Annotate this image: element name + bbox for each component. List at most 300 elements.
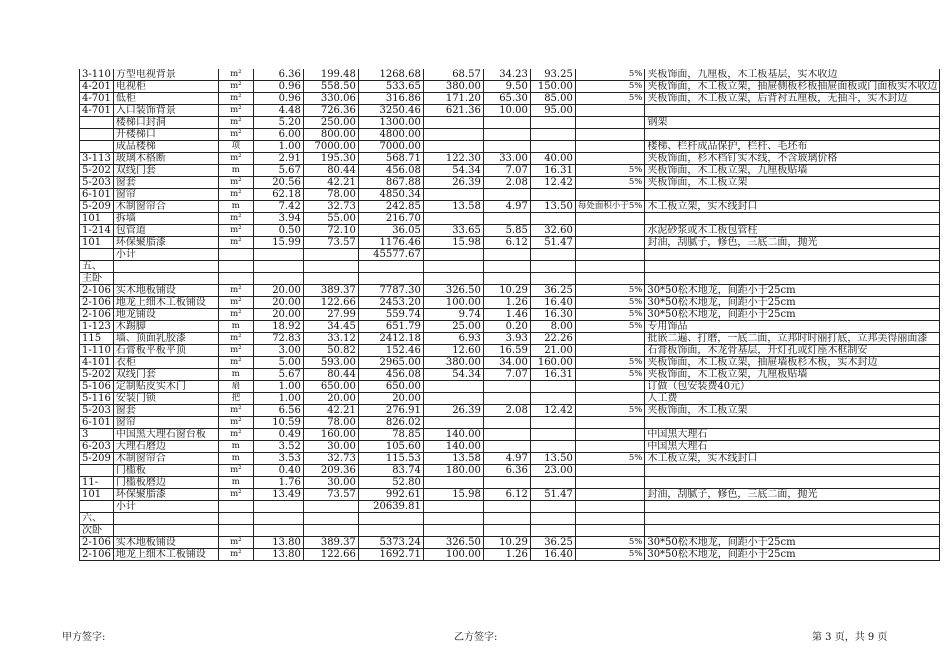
- cell-item: 入口装饰背景: [113, 105, 218, 117]
- cell-item: 玻璃木格断: [113, 153, 218, 165]
- cell-amount: 651.79: [358, 321, 423, 333]
- cell-material: [423, 501, 483, 513]
- cell-labor: [530, 429, 575, 441]
- cell-amount: 242.85: [358, 201, 423, 213]
- cell-machine: 10.00: [483, 105, 530, 117]
- table-row: [80, 297, 940, 309]
- cell-machine: [483, 501, 530, 513]
- cell-code: 6-101: [80, 417, 114, 429]
- cell-remark: [645, 261, 940, 273]
- table-row: [80, 93, 940, 105]
- quote-table: [79, 69, 940, 561]
- cell-code: [80, 501, 114, 513]
- cell-material: 380.00: [423, 357, 483, 369]
- cell-loss: [575, 381, 645, 393]
- cell-remark: 夹板饰面，杉木档钉实木线，不含玻璃价格: [645, 153, 940, 165]
- cell-loss: 5%: [575, 453, 645, 465]
- cell-code: [80, 465, 114, 477]
- cell-code: 次卧: [80, 525, 114, 537]
- cell-material: [423, 117, 483, 129]
- cell-machine: 4.97: [483, 453, 530, 465]
- cell-labor: 13.50: [530, 201, 575, 213]
- cell-machine: 0.20: [483, 321, 530, 333]
- cell-code: 5-203: [80, 177, 114, 189]
- cell-code: 1-110: [80, 345, 114, 357]
- table-row: [80, 405, 940, 417]
- cell-amount: 316.86: [358, 93, 423, 105]
- cell-labor: [530, 525, 575, 537]
- cell-remark: 夹板饰面，木工板立架: [645, 405, 940, 417]
- cell-amount: [358, 513, 423, 525]
- cell-quantity: 1.00: [253, 141, 303, 153]
- cell-unit: 项: [218, 141, 253, 153]
- cell-unit-price: [303, 261, 358, 273]
- cell-quantity: 3.00: [253, 345, 303, 357]
- cell-quantity: 6.36: [253, 69, 303, 81]
- cell-item: 门槛板磨边: [113, 477, 218, 489]
- cell-code: 六、: [80, 513, 114, 525]
- cell-material: 326.50: [423, 537, 483, 549]
- cell-loss: [575, 261, 645, 273]
- cell-remark: 订做（包安装费40元）: [645, 381, 940, 393]
- table-row: [80, 429, 940, 441]
- cell-code: 5-202: [80, 165, 114, 177]
- cell-labor: 95.00: [530, 105, 575, 117]
- cell-unit: m²: [218, 417, 253, 429]
- cell-amount: 83.74: [358, 465, 423, 477]
- cell-quantity: [253, 249, 303, 261]
- cell-unit: m: [218, 453, 253, 465]
- cell-machine: 1.26: [483, 297, 530, 309]
- cell-unit-price: [303, 273, 358, 285]
- cell-machine: 2.08: [483, 177, 530, 189]
- cell-unit: 把: [218, 393, 253, 405]
- cell-code: 五、: [80, 261, 114, 273]
- cell-unit-price: 72.10: [303, 225, 358, 237]
- cell-amount: [358, 261, 423, 273]
- cell-unit-price: 78.00: [303, 189, 358, 201]
- cell-item: 包管道: [113, 225, 218, 237]
- cell-remark: [645, 513, 940, 525]
- cell-item: 地龙上细木工板铺设: [113, 549, 218, 561]
- cell-labor: [530, 417, 575, 429]
- cell-remark: [645, 213, 940, 225]
- cell-unit-price: 50.82: [303, 345, 358, 357]
- cell-labor: 12.42: [530, 405, 575, 417]
- cell-code: [80, 129, 114, 141]
- cell-quantity: 13.80: [253, 549, 303, 561]
- cell-quantity: 5.20: [253, 117, 303, 129]
- cell-loss: [575, 237, 645, 249]
- cell-loss: 5%: [575, 405, 645, 417]
- cell-code: 5-209: [80, 201, 114, 213]
- cell-material: 100.00: [423, 549, 483, 561]
- cell-unit: m²: [218, 69, 253, 81]
- cell-amount: 1692.71: [358, 549, 423, 561]
- cell-material: 26.39: [423, 405, 483, 417]
- cell-code: 11-: [80, 477, 114, 489]
- cell-unit-price: 42.21: [303, 405, 358, 417]
- cell-item: 窗套: [113, 177, 218, 189]
- cell-item: 拆墙: [113, 213, 218, 225]
- cell-machine: 1.26: [483, 549, 530, 561]
- cell-labor: 85.00: [530, 93, 575, 105]
- cell-labor: [530, 381, 575, 393]
- cell-remark: [645, 417, 940, 429]
- cell-item: 双线门套: [113, 165, 218, 177]
- cell-item: 安装门锁: [113, 393, 218, 405]
- cell-quantity: 5.00: [253, 357, 303, 369]
- cell-material: 26.39: [423, 177, 483, 189]
- cell-item: 木制窗帘合: [113, 201, 218, 213]
- table-row: [80, 513, 940, 525]
- cell-remark: 石膏板饰面，木龙骨基层，开灯孔或灯座木框制安: [645, 345, 940, 357]
- cell-machine: 6.12: [483, 237, 530, 249]
- cell-amount: 7787.30: [358, 285, 423, 297]
- cell-unit: 扇: [218, 381, 253, 393]
- cell-quantity: 10.59: [253, 417, 303, 429]
- cell-remark: 封油，刮腻子，修色，三底二面，抛光: [645, 489, 940, 501]
- cell-remark: 封油，刮腻子，修色，三底二面，抛光: [645, 237, 940, 249]
- cell-unit: m²: [218, 129, 253, 141]
- cell-item: 墙、顶面乳胶漆: [113, 333, 218, 345]
- cell-unit-price: 32.73: [303, 453, 358, 465]
- cell-labor: [530, 249, 575, 261]
- table-row: [80, 201, 940, 213]
- cell-material: 171.20: [423, 93, 483, 105]
- cell-item: 石膏板平板平顶: [113, 345, 218, 357]
- cell-item: 环保聚脂漆: [113, 237, 218, 249]
- cell-unit-price: 7000.00: [303, 141, 358, 153]
- cell-machine: 1.46: [483, 309, 530, 321]
- cell-quantity: 6.00: [253, 129, 303, 141]
- cell-material: 326.50: [423, 285, 483, 297]
- cell-amount: 36.05: [358, 225, 423, 237]
- cell-code: 1-123: [80, 321, 114, 333]
- table-row: [80, 225, 940, 237]
- cell-machine: [483, 189, 530, 201]
- cell-quantity: 1.00: [253, 381, 303, 393]
- cell-labor: 16.40: [530, 297, 575, 309]
- cell-loss: [575, 501, 645, 513]
- cell-machine: 6.36: [483, 465, 530, 477]
- table-row: [80, 189, 940, 201]
- cell-unit: m²: [218, 549, 253, 561]
- cell-machine: 34.23: [483, 69, 530, 81]
- table-row: [80, 249, 940, 261]
- table-row: [80, 261, 940, 273]
- cell-unit: m²: [218, 537, 253, 549]
- cell-machine: 10.29: [483, 285, 530, 297]
- cell-loss: [575, 153, 645, 165]
- cell-machine: 34.00: [483, 357, 530, 369]
- cell-unit: m²: [218, 117, 253, 129]
- cell-unit: m: [218, 201, 253, 213]
- cell-loss: 5%: [575, 177, 645, 189]
- cell-labor: [530, 117, 575, 129]
- cell-remark: 人工费: [645, 393, 940, 405]
- cell-quantity: 2.91: [253, 153, 303, 165]
- cell-code: 3-110: [80, 69, 114, 81]
- cell-quantity: [253, 273, 303, 285]
- table-row: [80, 273, 940, 285]
- cell-remark: [645, 105, 940, 117]
- cell-item: 衣柜: [113, 357, 218, 369]
- cell-labor: 36.25: [530, 537, 575, 549]
- cell-unit-price: 209.36: [303, 465, 358, 477]
- cell-unit-price: [303, 501, 358, 513]
- cell-machine: [483, 273, 530, 285]
- cell-material: [423, 129, 483, 141]
- cell-loss: 5%: [575, 549, 645, 561]
- cell-unit: m: [218, 441, 253, 453]
- cell-labor: 12.42: [530, 177, 575, 189]
- cell-amount: 533.65: [358, 81, 423, 93]
- cell-item: 木制窗帘合: [113, 453, 218, 465]
- cell-remark: [645, 129, 940, 141]
- cell-loss: [575, 225, 645, 237]
- cell-item: 门槛板: [113, 465, 218, 477]
- table-row: [80, 525, 940, 537]
- cell-quantity: 13.80: [253, 537, 303, 549]
- cell-loss: [575, 333, 645, 345]
- cell-remark: [645, 465, 940, 477]
- cell-item: 小计: [113, 249, 218, 261]
- cell-code: 4-101: [80, 357, 114, 369]
- cell-machine: [483, 417, 530, 429]
- cell-machine: [483, 213, 530, 225]
- cell-labor: 23.00: [530, 465, 575, 477]
- table-row: [80, 69, 940, 81]
- table-row: [80, 453, 940, 465]
- cell-remark: [645, 477, 940, 489]
- cell-unit-price: 389.37: [303, 285, 358, 297]
- page-indicator: 第 3 页，共 9 页: [812, 632, 888, 643]
- cell-loss: [575, 477, 645, 489]
- cell-quantity: 20.56: [253, 177, 303, 189]
- cell-remark: 中国黑大理石: [645, 441, 940, 453]
- cell-remark: 钢架: [645, 117, 940, 129]
- cell-code: 3-113: [80, 153, 114, 165]
- cell-labor: [530, 213, 575, 225]
- cell-unit: m: [218, 321, 253, 333]
- table-row: [80, 213, 940, 225]
- cell-material: 100.00: [423, 297, 483, 309]
- cell-labor: [530, 141, 575, 153]
- cell-labor: 40.00: [530, 153, 575, 165]
- cell-item: [113, 525, 218, 537]
- table-row: [80, 537, 940, 549]
- cell-unit-price: 78.00: [303, 417, 358, 429]
- cell-amount: 20.00: [358, 393, 423, 405]
- cell-quantity: 0.49: [253, 429, 303, 441]
- cell-unit-price: [303, 513, 358, 525]
- table-row: [80, 417, 940, 429]
- cell-quantity: [253, 261, 303, 273]
- cell-loss: [575, 189, 645, 201]
- cell-loss: [575, 513, 645, 525]
- table-row: [80, 465, 940, 477]
- cell-remark: 30*50松木地龙，间距小于25cm: [645, 309, 940, 321]
- party-b-signature: 乙方签字:: [454, 632, 498, 643]
- cell-remark: [645, 249, 940, 261]
- cell-machine: [483, 261, 530, 273]
- cell-material: [423, 381, 483, 393]
- cell-material: [423, 477, 483, 489]
- cell-loss: 5%: [575, 285, 645, 297]
- cell-material: [423, 525, 483, 537]
- table-row: [80, 153, 940, 165]
- cell-material: 13.58: [423, 453, 483, 465]
- cell-item: 方型电视背景: [113, 69, 218, 81]
- cell-remark: 批嵌二遍、打磨，一底二面，立邦时时丽打底，立邦美得丽面漆: [645, 333, 940, 345]
- cell-item: 实木地板铺设: [113, 537, 218, 549]
- cell-quantity: 3.53: [253, 453, 303, 465]
- table-row: [80, 441, 940, 453]
- table-row: [80, 333, 940, 345]
- cell-loss: 5%: [575, 93, 645, 105]
- cell-labor: 16.40: [530, 549, 575, 561]
- cell-labor: [530, 129, 575, 141]
- cell-quantity: 20.00: [253, 309, 303, 321]
- cell-machine: [483, 381, 530, 393]
- cell-unit: [218, 525, 253, 537]
- cell-remark: 夹板饰面，九厘板，木工板基层，实木收边: [645, 69, 940, 81]
- table-row: [80, 345, 940, 357]
- cell-unit: [218, 249, 253, 261]
- cell-machine: 2.08: [483, 405, 530, 417]
- cell-labor: 13.50: [530, 453, 575, 465]
- cell-labor: 16.31: [530, 369, 575, 381]
- cell-amount: 276.91: [358, 405, 423, 417]
- cell-code: 101: [80, 237, 114, 249]
- cell-labor: [530, 477, 575, 489]
- cell-code: 2-106: [80, 549, 114, 561]
- cell-quantity: 20.00: [253, 285, 303, 297]
- cell-labor: [530, 501, 575, 513]
- cell-unit-price: 650.00: [303, 381, 358, 393]
- cell-amount: 1268.68: [358, 69, 423, 81]
- cell-amount: 4850.34: [358, 189, 423, 201]
- cell-machine: [483, 129, 530, 141]
- cell-amount: 20639.81: [358, 501, 423, 513]
- cell-unit-price: 160.00: [303, 429, 358, 441]
- cell-machine: [483, 393, 530, 405]
- cell-unit-price: 593.00: [303, 357, 358, 369]
- cell-item: 成品楼梯: [113, 141, 218, 153]
- cell-unit: m²: [218, 465, 253, 477]
- cell-amount: 5373.24: [358, 537, 423, 549]
- cell-material: [423, 393, 483, 405]
- cell-machine: 5.85: [483, 225, 530, 237]
- cell-amount: 650.00: [358, 381, 423, 393]
- cell-item: 开楼梯口: [113, 129, 218, 141]
- cell-quantity: 5.67: [253, 165, 303, 177]
- cell-quantity: [253, 525, 303, 537]
- cell-machine: 33.00: [483, 153, 530, 165]
- cell-material: 380.00: [423, 81, 483, 93]
- cell-material: 12.60: [423, 345, 483, 357]
- cell-amount: 3250.46: [358, 105, 423, 117]
- cell-material: 15.98: [423, 489, 483, 501]
- table-row: [80, 309, 940, 321]
- cell-item: [113, 261, 218, 273]
- cell-unit-price: 20.00: [303, 393, 358, 405]
- cell-remark: [645, 501, 940, 513]
- cell-material: 140.00: [423, 429, 483, 441]
- cell-loss: 5%: [575, 165, 645, 177]
- cell-item: 窗套: [113, 405, 218, 417]
- cell-unit-price: 32.73: [303, 201, 358, 213]
- cell-amount: 867.88: [358, 177, 423, 189]
- table-row: [80, 117, 940, 129]
- cell-remark: 30*50松木地龙，间距小于25cm: [645, 297, 940, 309]
- cell-unit-price: 330.06: [303, 93, 358, 105]
- cell-code: 4-701: [80, 93, 114, 105]
- cell-loss: [575, 429, 645, 441]
- cell-unit-price: 726.36: [303, 105, 358, 117]
- cell-unit-price: 558.50: [303, 81, 358, 93]
- cell-machine: 65.30: [483, 93, 530, 105]
- cell-remark: 夹板饰面，木工板立架，抽屉墙板杉木板，实木封边: [645, 357, 940, 369]
- cell-unit: [218, 261, 253, 273]
- cell-unit-price: 389.37: [303, 537, 358, 549]
- cell-code: [80, 249, 114, 261]
- cell-material: [423, 273, 483, 285]
- cell-labor: 16.31: [530, 165, 575, 177]
- cell-material: 15.98: [423, 237, 483, 249]
- cell-labor: [530, 441, 575, 453]
- cell-code: 4-701: [80, 105, 114, 117]
- cell-code: 2-106: [80, 285, 114, 297]
- cell-loss: 5%: [575, 357, 645, 369]
- cell-amount: 216.70: [358, 213, 423, 225]
- table-row: [80, 369, 940, 381]
- cell-unit-price: [303, 249, 358, 261]
- cell-amount: 456.08: [358, 369, 423, 381]
- cell-machine: [483, 141, 530, 153]
- cell-code: 4-201: [80, 81, 114, 93]
- cell-material: [423, 249, 483, 261]
- cell-quantity: 3.52: [253, 441, 303, 453]
- cell-unit: m²: [218, 237, 253, 249]
- cell-machine: 4.97: [483, 201, 530, 213]
- cell-unit: m²: [218, 153, 253, 165]
- cell-code: 101: [80, 213, 114, 225]
- party-a-signature: 甲方签字:: [62, 632, 106, 643]
- table-row: [80, 549, 940, 561]
- cell-loss: [575, 273, 645, 285]
- cell-code: 6-101: [80, 189, 114, 201]
- cell-loss: [575, 345, 645, 357]
- cell-unit: m²: [218, 489, 253, 501]
- cell-material: [423, 141, 483, 153]
- table-row: [80, 357, 940, 369]
- cell-unit-price: 250.00: [303, 117, 358, 129]
- cell-remark: 30*50松木地龙，间距小于25cm: [645, 537, 940, 549]
- cell-code: 115: [80, 333, 114, 345]
- cell-labor: 150.00: [530, 81, 575, 93]
- cell-loss: [575, 105, 645, 117]
- cell-unit: m²: [218, 81, 253, 93]
- cell-loss: 5%: [575, 369, 645, 381]
- cell-remark: 30*50松木地龙，间距小于25cm: [645, 285, 940, 297]
- cell-labor: [530, 273, 575, 285]
- cell-loss: 每处面积小于5%: [575, 201, 645, 213]
- cell-remark: 楼梯、栏杆成品保护，栏杆、毛坯布: [645, 141, 940, 153]
- cell-unit: m²: [218, 285, 253, 297]
- cell-loss: [575, 213, 645, 225]
